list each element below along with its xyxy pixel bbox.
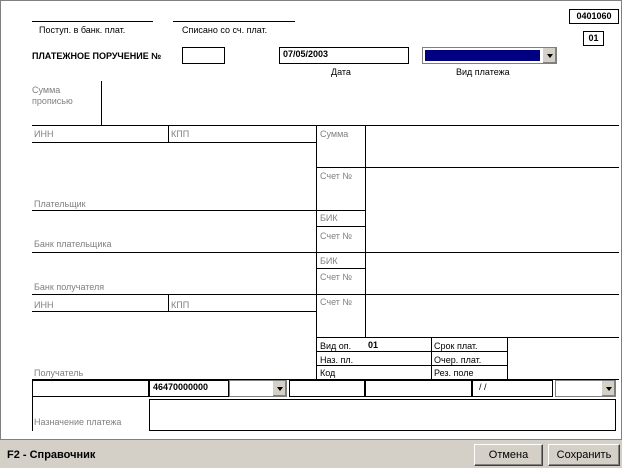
order-number-input[interactable] [182,47,225,64]
payer-inn-divider [168,125,169,142]
budget-field-3[interactable] [365,380,472,397]
payer-account-label: Счет № [320,171,353,181]
payer-name-label: Плательщик [34,199,86,209]
payer-bank-label: Банк плательщика [34,239,112,249]
chevron-down-icon[interactable] [542,48,556,63]
codes-divider-1 [431,337,432,381]
purpose-left-border [32,380,33,431]
payee-name-label: Получатель [34,368,84,378]
op-type-value: 01 [368,340,379,350]
payee-inn-divider [168,294,169,311]
payee-kpp-label: КПП [171,300,190,310]
payment-type-selection [425,50,540,61]
codes-divider-2 [507,337,508,381]
status-bar [0,443,622,468]
purpose-input[interactable] [149,399,616,431]
payer-inn-label: ИНН [34,129,54,139]
op-type-label: Вид оп. [320,341,352,351]
term-label: Срок плат. [434,341,478,351]
amount-words-divider [101,81,102,125]
budget-field-2[interactable] [289,380,365,397]
amount-label: Сумма [320,129,349,139]
payee-inn-label: ИНН [34,300,54,310]
payer-name-line [32,210,365,211]
order-label: Очер. плат. [434,355,482,365]
payer-bik-line [316,226,365,227]
middle-column-right [365,125,366,337]
payer-bik-label: БИК [320,213,338,223]
chevron-down-icon[interactable] [272,381,286,396]
form-subcode-box: 01 [583,31,604,46]
save-button[interactable]: Сохранить [548,444,620,466]
date-label: Дата [331,67,351,77]
form-title: ПЛАТЕЖНОЕ ПОРУЧЕНИЕ № [32,51,162,61]
cancel-button[interactable]: Отмена [474,444,543,466]
budget-date-input[interactable]: / / [472,380,553,397]
amount-line [316,167,619,168]
payer-kpp-label: КПП [171,129,190,139]
payee-bank-line [32,294,619,295]
codes-top-line [316,337,619,338]
row-line-1 [32,125,619,126]
debited-account-line [173,21,295,22]
payment-type-select[interactable] [422,47,557,64]
date-input[interactable]: 07/05/2003 [279,47,409,64]
purpose-code-label: Наз. пл. [320,355,354,365]
payee-bank-account-label: Счет № [320,272,353,282]
purpose-code-line [316,365,508,366]
received-bank-label: Поступ. в банк. плат. [39,25,126,35]
payee-account-label: Счет № [320,297,353,307]
payee-bik-label: БИК [320,256,338,266]
amount-words-label: Сумма прописью [32,85,73,106]
payer-bank-account-label: Счет № [320,231,353,241]
chevron-down-icon[interactable] [601,381,615,396]
budget-select-1[interactable] [229,380,287,397]
middle-column-left [316,125,317,381]
f2-hint: F2 - Справочник [7,449,96,461]
payee-bik-line [316,268,365,269]
form-code-box: 0401060 [569,9,619,24]
budget-select-2[interactable] [555,380,616,397]
payer-bank-line [32,252,619,253]
purpose-label: Назначение платежа [34,417,122,427]
op-type-line [316,351,508,352]
payment-type-label: Вид платежа [456,67,510,77]
payee-bank-label: Банк получателя [34,282,105,292]
reserve-label: Рез. поле [434,368,474,378]
payee-inn-line [32,311,316,312]
payer-inn-line [32,142,316,143]
received-bank-line [32,21,153,22]
code-label: Код [320,368,336,378]
debited-account-label: Списано со сч. плат. [182,25,268,35]
okato-input[interactable]: 46470000000 [149,380,229,397]
budget-field-1[interactable] [32,380,149,397]
